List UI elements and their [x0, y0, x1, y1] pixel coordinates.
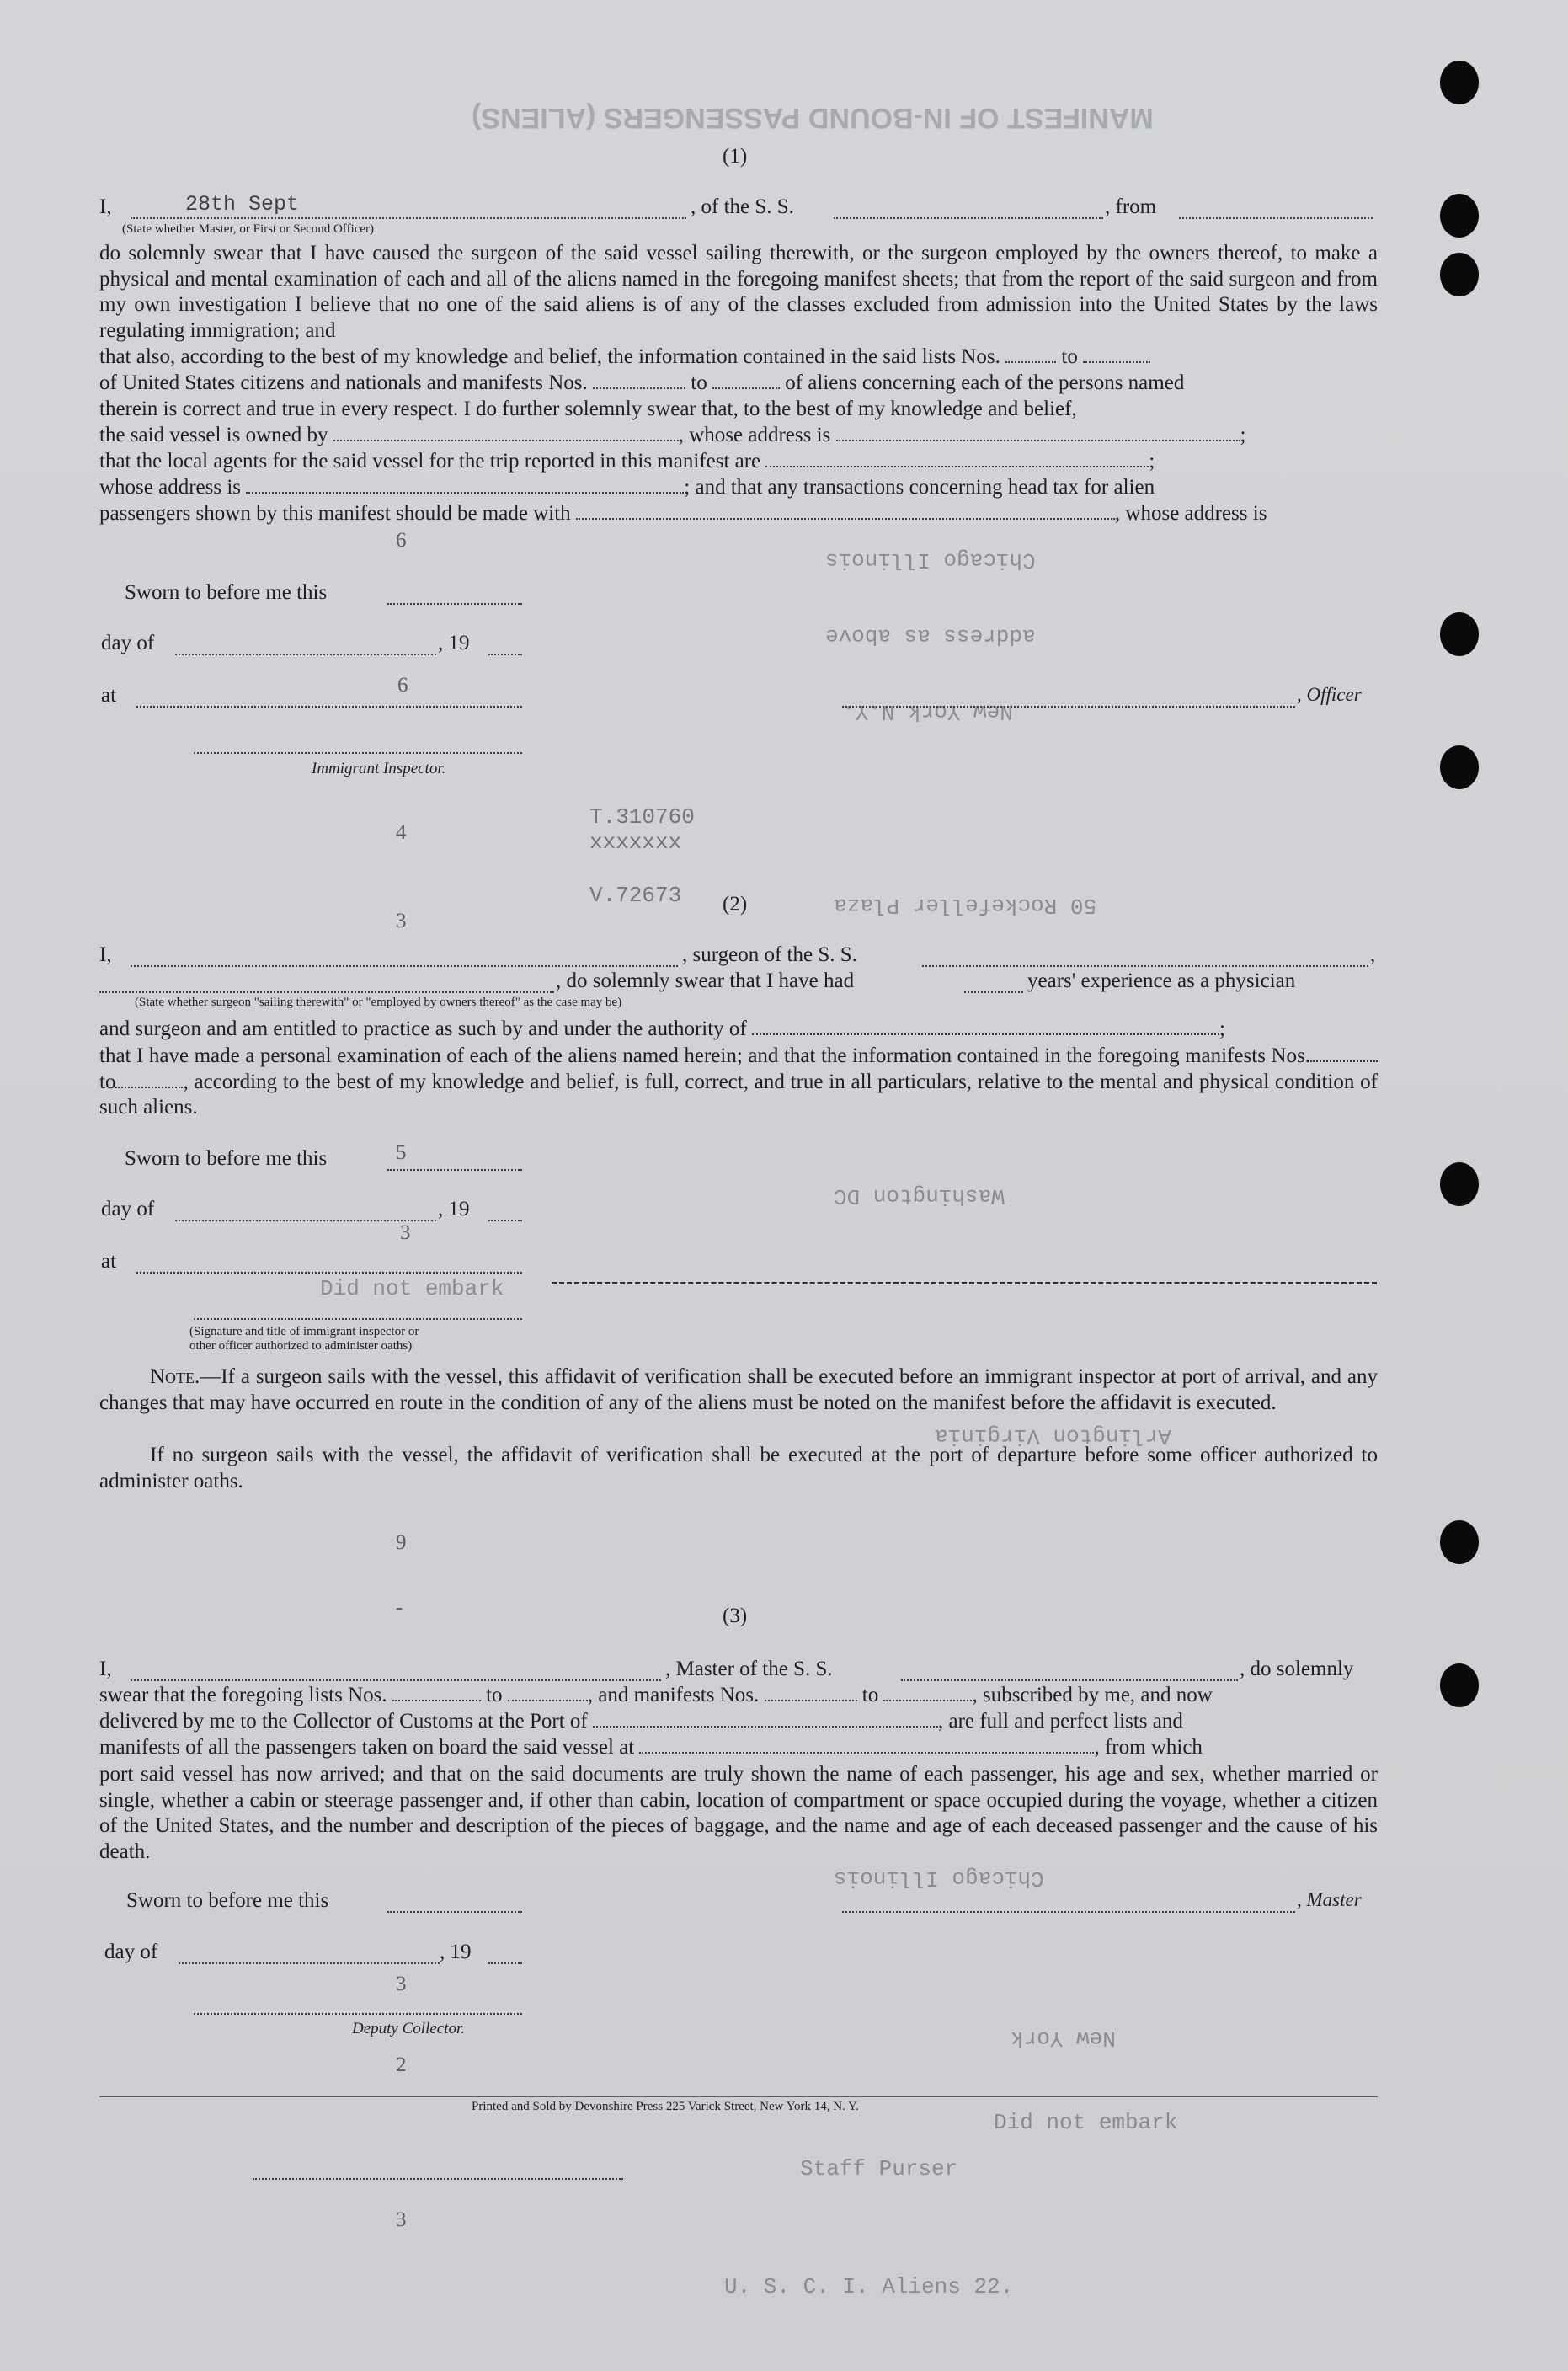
bleed-through-text: T.310760 [589, 804, 695, 830]
margin-number: 2 [396, 2053, 407, 2076]
officer-label: , Officer [1297, 684, 1362, 705]
affidavit2-line1: I, [99, 943, 112, 966]
margin-number: 4 [396, 821, 407, 844]
signature-note-2: other officer authorized to administer oaths) [189, 1339, 413, 1353]
affidavit1-therein-line: therein is correct and true in every respect. I do further solemnly swear that, to the best of my knowledge and belief, [99, 398, 1077, 420]
punch-hole [1440, 745, 1479, 789]
year-label: , 19 [440, 1941, 472, 1963]
affidavit3-lists-line: swear that the foregoing lists Nos. to , and manifests Nos. to , subscribed by me, and now [99, 1684, 1213, 1706]
affidavit1-address-line: whose address is ; and that any transactions concerning head tax for alien [99, 476, 1155, 499]
handwritten-date: 28th Sept [185, 192, 300, 216]
bleed-through-header: MANIFEST OF IN-BOUND PASSENGERS (ALIENS) [472, 102, 1154, 134]
margin-number: 3 [400, 1221, 411, 1244]
bleed-through-text: xxxxxxx [589, 830, 682, 855]
affidavit1-agents-line: that the local agents for the said vessel for the trip reported in this manifest are ; [99, 450, 1155, 473]
affidavit3-vessel-line: manifests of all the passengers taken on board the said vessel at , from which [99, 1736, 1203, 1759]
bleed-through-text: New York N.Y. [842, 699, 1013, 724]
margin-number: 3 [396, 2208, 407, 2231]
punch-hole [1440, 253, 1479, 296]
bleed-through-text: Did not embark [994, 2110, 1178, 2135]
affidavit1-ss-label: , of the S. S. [691, 195, 794, 218]
bleed-through-text: Staff Purser [800, 2156, 958, 2181]
master-label: , Master [1297, 1889, 1362, 1910]
at-label: at [101, 684, 117, 707]
year-label: , 19 [438, 632, 470, 654]
affidavit3-solemnly-label: , do solemnly [1240, 1658, 1354, 1680]
punch-hole [1440, 194, 1479, 238]
bleed-through-text: New York [1011, 2026, 1116, 2051]
bleed-through-text: 50 Rockefeller Plaza [834, 893, 1097, 918]
day-of-label: day of [101, 1198, 155, 1220]
sworn-label: Sworn to before me this [125, 581, 328, 604]
bleed-through-text: Arlington Virginia [935, 1423, 1171, 1449]
sworn-label: Sworn to before me this [125, 1147, 328, 1170]
bleed-through-text: V.72673 [589, 883, 682, 908]
affidavit1-body: do solemnly swear that I have caused the surgeon of the said vessel sailing therewith, or the surgeon employed by the owners thereof, to make a physical and mental examination of each and all of the aliens named in the foregoing manifest sheets; that from the report of the said surgeon and from my own investigation I believe that no one of the said aliens is of any of the classes excluded from admission into the United States by the laws regulating immigration; and [99, 242, 1378, 342]
bleed-through-text: address as above [825, 623, 1036, 649]
immigrant-inspector-label: Immigrant Inspector. [312, 760, 446, 777]
affidavit2-surgeon-note: (State whether surgeon "sailing therewith" or "employed by owners thereof" as the case may be) [135, 996, 622, 1009]
affidavit2-surgeon-label: , surgeon of the S. S. [682, 943, 857, 966]
bleed-through-text: Washington DC [834, 1183, 1005, 1209]
affidavit1-line1: I, [99, 195, 112, 218]
punch-hole [1440, 1663, 1479, 1707]
bleed-through-text: Chicago Illinois [834, 1866, 1044, 1891]
margin-number: 3 [396, 1973, 407, 1995]
day-of-label: day of [104, 1941, 158, 1963]
punch-hole [1440, 1162, 1479, 1206]
printer-imprint: Printed and Sold by Devonshire Press 225 Varick Street, New York 14, N. Y. [472, 2100, 859, 2113]
section-3-heading: (3) [723, 1605, 748, 1627]
note-paragraph-1: Note.—If a surgeon sails with the vessel, this affidavit of verification shall be executed before an immigrant inspector at port of arrival, and any changes that may have occurred en route in the condition of any of the aliens must be noted on the manifest before the affidavit is executed. [99, 1365, 1378, 1414]
punch-hole [1440, 1520, 1479, 1564]
affidavit2-authority-line: and surgeon and am entitled to practice as such by and under the authority of ; [99, 1017, 1225, 1040]
affidavit1-citizens-line: of United States citizens and nationals and manifests Nos. to of aliens concerning each of the persons named [99, 371, 1185, 394]
affidavit1-passengers-line: passengers shown by this manifest should be made with , whose address is [99, 502, 1267, 525]
affidavit1-officer-note: (State whether Master, or First or Second Officer) [122, 222, 375, 236]
margin-number: - [396, 1596, 403, 1619]
affidavit2-body: that I have made a personal examination of each of the aliens named herein; and that the information contained in the foregoing manifests Nos.to , according to the best of my knowledge and belief, is full, correct, and true in all particulars, relative to the mental and physical condition of such aliens. [99, 1044, 1378, 1119]
day-of-label: day of [101, 632, 155, 654]
affidavit3-line1: I, [99, 1658, 112, 1680]
section-1-heading: (1) [723, 145, 748, 168]
affidavit3-collector-line: delivered by me to the Collector of Customs at the Port of , are full and perfect lists and [99, 1710, 1183, 1733]
bleed-through-text: Chicago Illinois [825, 547, 1036, 573]
bleed-through-text: Did not embark [320, 1276, 504, 1301]
affidavit1-owned-line: the said vessel is owned by , whose address is ; [99, 424, 1246, 446]
section-2-heading: (2) [723, 893, 748, 916]
affidavit3-master-label: , Master of the S. S. [665, 1658, 833, 1680]
affidavit1-from-label: , from [1105, 195, 1157, 218]
punch-hole [1440, 61, 1479, 104]
affidavit2-years-label: years' experience as a physician [1027, 969, 1296, 992]
margin-number: 6 [397, 674, 408, 697]
note-paragraph-2: If no surgeon sails with the vessel, the affidavit of verification shall be executed at the port of departure before some officer authorized to administer oaths. [99, 1444, 1378, 1493]
affidavit2-comma: , [1370, 943, 1376, 966]
year-label: , 19 [438, 1198, 470, 1220]
sworn-label: Sworn to before me this [126, 1889, 329, 1912]
bleed-through-text: U. S. C. I. Aliens 22. [724, 2274, 1014, 2299]
deputy-collector-label: Deputy Collector. [352, 2020, 466, 2037]
margin-number: 3 [396, 910, 407, 932]
margin-number: 9 [396, 1531, 407, 1554]
margin-number: 5 [396, 1141, 407, 1164]
affidavit3-body: port said vessel has now arrived; and that on the said documents are truly shown the name of each passenger, his age and sex, whether married or single, whether a cabin or steerage passenger and, if other than cabin, location of compartment or space occupied during the voyage, whether a citizen of the United States, and the number and description of the pieces of baggage, and the name and age of each deceased passenger and the cause of his death. [99, 1763, 1378, 1863]
at-label: at [101, 1250, 117, 1273]
affidavit1-lists-line: that also, according to the best of my knowledge and belief, the information contained in the said lists Nos. to [99, 345, 1150, 369]
punch-hole [1440, 612, 1479, 656]
margin-number: 6 [396, 529, 407, 552]
affidavit2-swear-label: , do solemnly swear that I have had [556, 969, 855, 992]
signature-note-1: (Signature and title of immigrant inspector or [189, 1325, 419, 1338]
